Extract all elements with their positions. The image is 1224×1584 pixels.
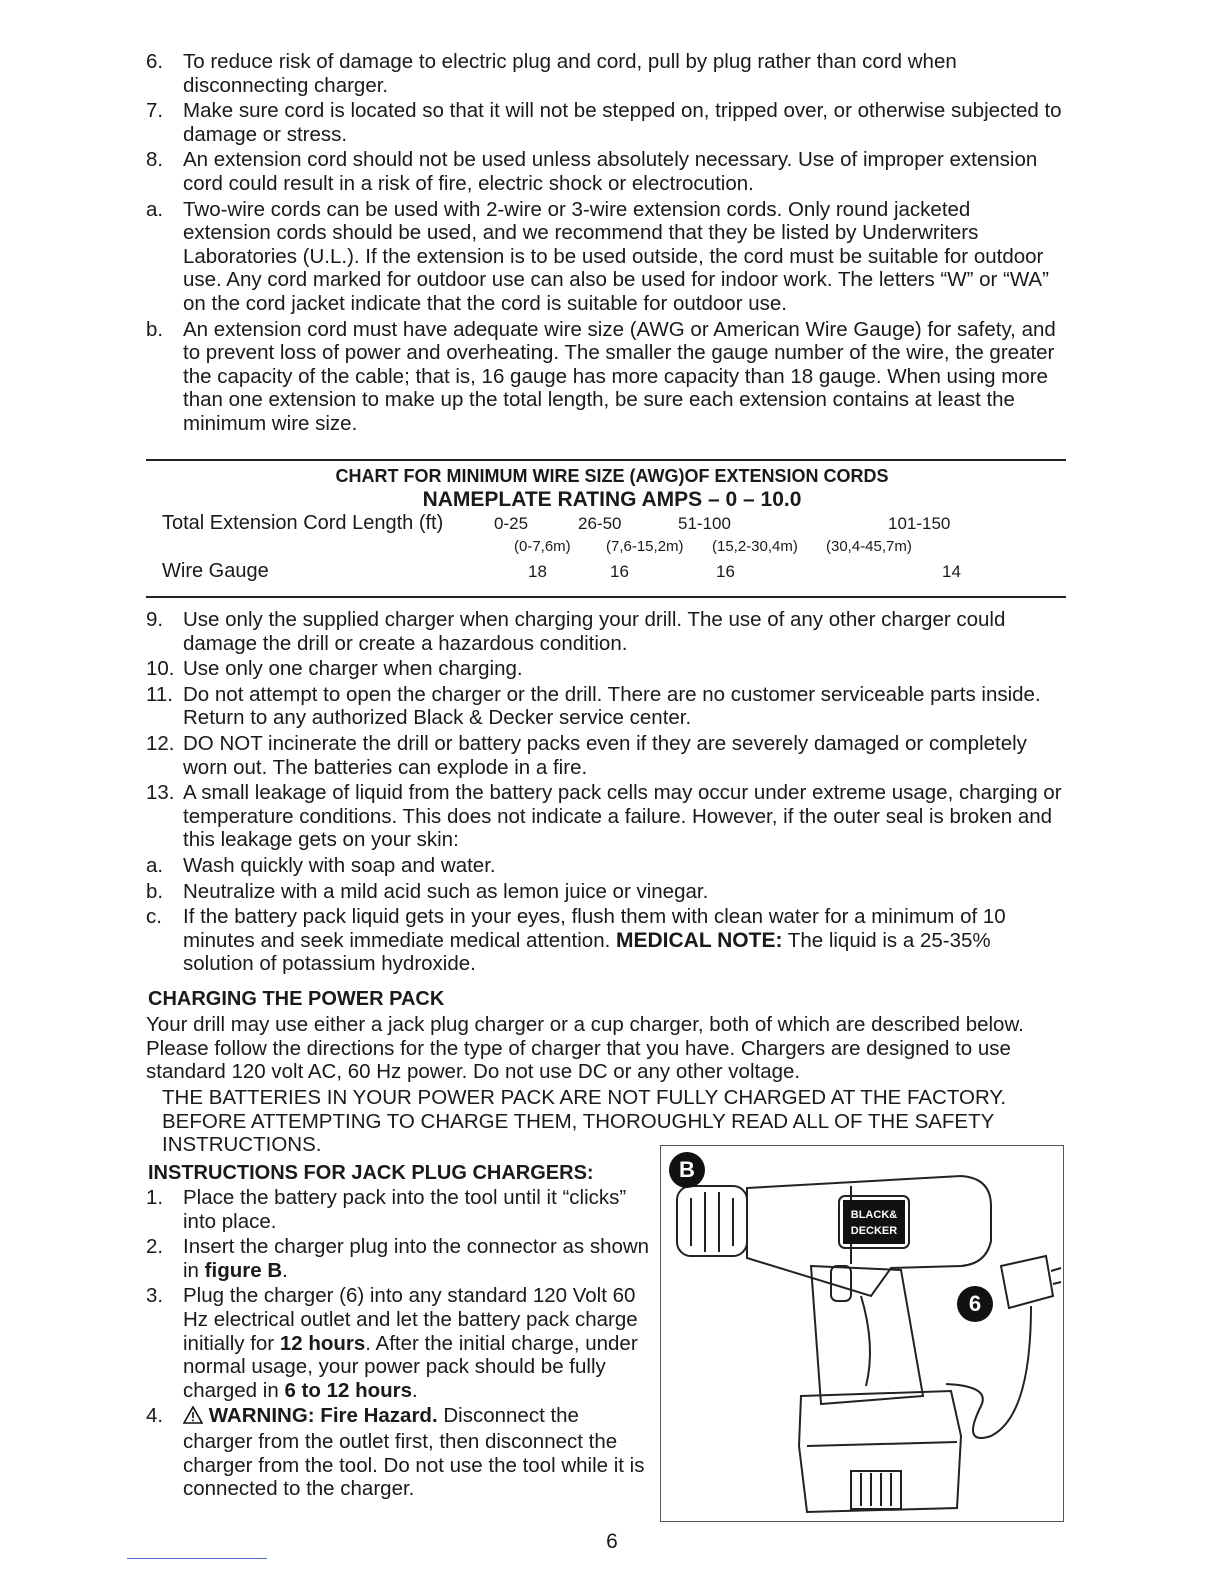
chart-title: CHART FOR MINIMUM WIRE SIZE (AWG)OF EXTENSION CORDS — [335, 466, 889, 486]
list-item: a. Two-wire cords can be used with 2-wire or 3-wire extension cords. Only round jacketed extension cords should be used, and we recommend that they be listed by Underwriters Laboratories (U.L.). If the extension is to be used outside, the cord must be suitable for outdoor use. Any cord marked for outdoor use can also be used for indoor work. The letters “W” or “WA” on the cord jacket indicate that the cord is suitable for outdoor use. — [146, 197, 1049, 315]
logo-text: DECKER — [850, 1225, 898, 1237]
list-item: 8. An extension cord should not be used unless absolutely necessary. Use of improper extension cord could result in a risk of fire, electric shock or electrocution. — [146, 148, 1038, 195]
charging-heading: CHARGING THE POWER PACK — [148, 988, 445, 1010]
gauge-value: 16 — [610, 562, 629, 581]
list-item: 9. Use only the supplied charger when charging your drill. The use of any other charger could damage the drill or create a hazardous condition. — [146, 608, 1006, 655]
length-ft: 101-150 — [888, 514, 951, 533]
footer-line — [127, 1558, 267, 1559]
chart-top-rule — [146, 459, 1066, 461]
charging-paragraph: Your drill may use either a jack plug charger or a cup charger, both of which are described below. Please follow the directions for the type of charger that you have. Chargers are designed to use standard 120 volt AC, 60 Hz power. Do not use DC or any other voltage. — [146, 1013, 1024, 1084]
length-m: (0-7,6m) — [514, 538, 571, 555]
list-item: 11. Do not attempt to open the charger or the drill. There are no customer serviceable parts inside. Return to any authorized Black & Decker service center. — [146, 682, 1041, 730]
length-m: (15,2-30,4m) — [712, 538, 798, 555]
list-item: 2. Insert the charger plug into the connector as shown in figure B. — [146, 1235, 650, 1282]
medical-note-label: MEDICAL NOTE: — [616, 928, 783, 952]
length-label: Total Extension Cord Length (ft) — [162, 512, 444, 534]
figure-b-drill-illustration — [660, 1145, 1064, 1522]
charging-warning-caps: THE BATTERIES IN YOUR POWER PACK ARE NOT FULLY CHARGED AT THE FACTORY. BEFORE ATTEMPTING TO CHARGE THEM, THOROUGHLY READ ALL OF THE SAFETY INSTRUCTIONS. — [162, 1086, 1007, 1157]
list-item: b. An extension cord must have adequate wire size (AWG or American Wire Gauge) for safety, and to prevent loss of power and overheating. The smaller the gauge number of the wire, the greater the capacity of the cable; that is, 16 gauge has more capacity than 18 gauge. When using more than one extension to make up the total length, be sure each extension contains at least the minimum wire size. — [146, 317, 1056, 435]
list-item: 12. DO NOT incinerate the drill or battery packs even if they are severely damaged or completely worn out. The batteries can explode in a fire. — [146, 731, 1027, 779]
list-item: 13. A small leakage of liquid from the battery pack cells may occur under extreme usage, charging or temperature conditions. This does not indicate a failure. However, if the outer seal is broken and this leakage gets on your skin: — [146, 781, 1062, 852]
length-ft: 0-25 — [494, 514, 529, 533]
length-ft: 26-50 — [578, 514, 622, 533]
list-item: 7. Make sure cord is located so that it will not be stepped on, tripped over, or otherwise subjected to damage or stress. — [146, 99, 1062, 146]
figure-label-badge: B — [669, 1152, 705, 1188]
length-ft: 51-100 — [678, 514, 731, 533]
safety-list-top — [0, 50, 1224, 438]
gauge-value: 16 — [716, 562, 735, 581]
list-item: c. If the battery pack liquid gets in your eyes, flush them with clean water for a minimum of 10 minutes and seek immediate medical attention. MEDICAL NOTE: The liquid is a 25-35% solution of potassium hydroxide. — [146, 905, 1006, 976]
drill-charger-drawing — [661, 1146, 1063, 1521]
list-item: 3. Plug the charger (6) into any standard 120 Volt 60 Hz electrical outlet and let the battery pack charge initially for 12 hours. After the initial charge, under normal usage, your power pack should be fully charged in 6 to 12 hours. — [146, 1284, 638, 1402]
safety-list-mid — [0, 608, 1224, 978]
brand-logo-plate — [843, 1200, 905, 1244]
page-number: 6 — [606, 1530, 618, 1553]
charger-callout-badge: 6 — [957, 1286, 993, 1322]
list-item: 6. To reduce risk of damage to electric plug and cord, pull by plug rather than cord when disconnecting charger. — [146, 50, 957, 97]
logo-text: BLACK& — [850, 1209, 898, 1221]
gauge-value: 18 — [528, 562, 547, 581]
jack-plug-heading: INSTRUCTIONS FOR JACK PLUG CHARGERS: — [148, 1162, 594, 1184]
length-m: (7,6-15,2m) — [606, 538, 684, 555]
list-item: b. Neutralize with a mild acid such as lemon juice or vinegar. — [146, 879, 709, 903]
list-item: a. Wash quickly with soap and water. — [146, 853, 496, 877]
length-m: (30,4-45,7m) — [826, 538, 912, 555]
list-item: 4. WARNING: Fire Hazard. Disconnect the charger from the outlet first, then disconnect the charger from the tool. Do not use the tool while it is connected to the charger. — [146, 1404, 645, 1501]
list-item: 10. Use only one charger when charging. — [146, 657, 523, 681]
gauge-value: 14 — [942, 562, 961, 581]
chart-bottom-rule — [146, 596, 1066, 598]
list-item: 1. Place the battery pack into the tool until it “clicks” into place. — [146, 1186, 627, 1233]
gauge-label: Wire Gauge — [162, 560, 269, 582]
chart-subtitle: NAMEPLATE RATING AMPS – 0 – 10.0 — [422, 488, 802, 511]
warning-triangle-icon — [183, 1406, 203, 1430]
